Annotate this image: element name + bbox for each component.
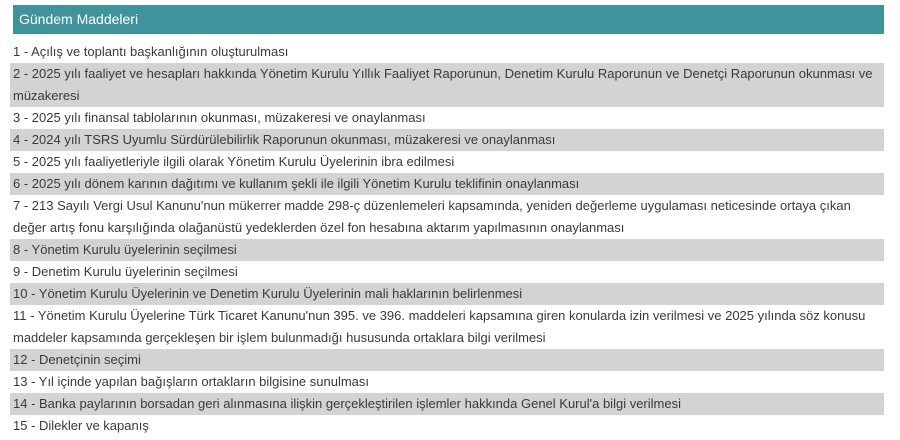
agenda-item-4: 4 - 2024 yılı TSRS Uyumlu Sürdürülebilirlik Raporunun okunması, müzakeresi ve onaylanması	[10, 129, 884, 151]
agenda-item-5: 5 - 2025 yılı faaliyetleriyle ilgili olarak Yönetim Kurulu Üyelerinin ibra edilmesi	[10, 151, 884, 173]
agenda-item-13: 13 - Yıl içinde yapılan bağışların ortakların bilgisine sunulması	[10, 371, 884, 393]
agenda-item-1: 1 - Açılış ve toplantı başkanlığının oluşturulması	[10, 41, 884, 63]
agenda-item-15: 15 - Dilekler ve kapanış	[10, 415, 884, 437]
agenda-item-11: 11 - Yönetim Kurulu Üyelerine Türk Ticaret Kanunu'nun 395. ve 396. maddeleri kapsamına giren konularda izin verilmesi ve 2025 yılında söz konusu maddeler kapsamında gerçekleşen bir işlem bulunmadığı hususunda ortaklara bilgi verilmesi	[10, 305, 884, 349]
panel-title: Gündem Maddeleri	[19, 11, 139, 27]
agenda-item-7: 7 - 213 Sayılı Vergi Usul Kanunu'nun mükerrer madde 298-ç düzenlemeleri kapsamında, yeniden değerleme uygulaması neticesinde ortaya çıkan değer artış fonu karşılığında olağanüstü yedeklerden özel fon hesabına aktarım yapılmasının onaylanması	[10, 195, 884, 239]
agenda-item-14: 14 - Banka paylarının borsadan geri alınmasına ilişkin gerçekleştirilen işlemler hakkında Genel Kurul'a bilgi verilmesi	[10, 393, 884, 415]
agenda-item-6: 6 - 2025 yılı dönem karının dağıtımı ve kullanım şekli ile ilgili Yönetim Kurulu teklifinin onaylanması	[10, 173, 884, 195]
agenda-item-9: 9 - Denetim Kurulu üyelerinin seçilmesi	[10, 261, 884, 283]
agenda-item-8: 8 - Yönetim Kurulu üyelerinin seçilmesi	[10, 239, 884, 261]
panel-header	[13, 5, 884, 34]
agenda-list	[10, 41, 884, 437]
agenda-item-3: 3 - 2025 yılı finansal tablolarının okunması, müzakeresi ve onaylanması	[10, 107, 884, 129]
agenda-item-12: 12 - Denetçinin seçimi	[10, 349, 884, 371]
agenda-item-2: 2 - 2025 yılı faaliyet ve hesapları hakkında Yönetim Kurulu Yıllık Faaliyet Raporunun, Denetim Kurulu Raporunun ve Denetçi Raporunun okunması ve müzakeresi	[10, 63, 884, 107]
agenda-item-10: 10 - Yönetim Kurulu Üyelerinin ve Denetim Kurulu Üyelerinin mali haklarının belirlenmesi	[10, 283, 884, 305]
